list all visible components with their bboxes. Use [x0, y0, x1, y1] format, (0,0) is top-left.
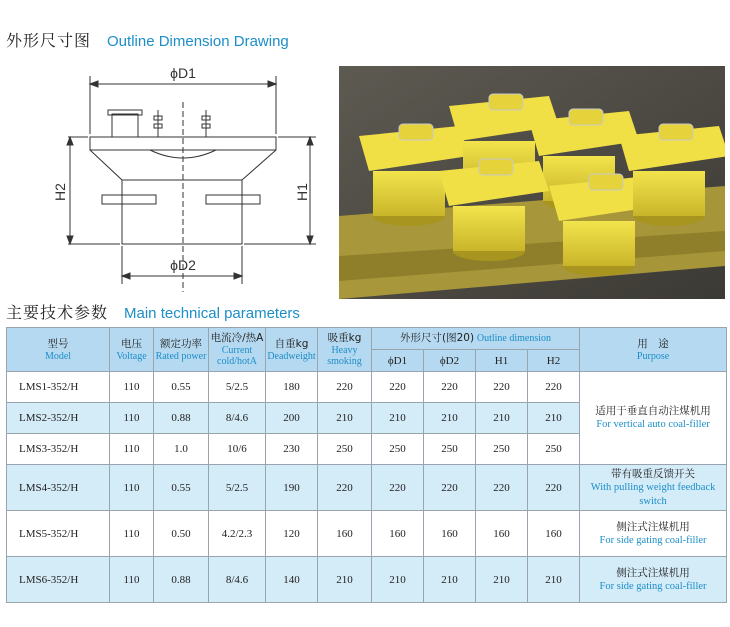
technical-parameters-title-en: Main technical parameters — [124, 305, 300, 322]
purpose-side-gating-1: 侧注式注煤机用 For side gating coal-filler — [580, 511, 727, 557]
technical-parameters-title-cn: 主要技术参数 — [6, 303, 109, 322]
outline-drawing-heading — [6, 28, 289, 51]
table-row: LMS4-352/H 110 0.55 5/2.5 190 220 220 220 220 220 带有吸重反馈开关 With pulling weight feedback switch — [7, 465, 727, 511]
purpose-side-gating-2: 侧注式注煤机用 For side gating coal-filler — [580, 557, 727, 603]
technical-parameters-heading — [6, 300, 300, 323]
header-voltage: 电压 Voltage — [110, 328, 154, 372]
table-row: LMS2-352/H 110 0.88 8/4.6 200 210 210 210 210 210 — [7, 403, 727, 434]
header-deadweight: 自重kg Deadweight — [266, 328, 318, 372]
table-row: LMS6-352/H 110 0.88 8/4.6 140 210 210 210 210 210 侧注式注煤机用 For side gating coal-filler — [7, 557, 727, 603]
header-current: 电流冷/热A Current cold/hotA — [209, 328, 266, 372]
table-row: LMS5-352/H 110 0.50 4.2/2.3 120 160 160 160 160 160 侧注式注煤机用 For side gating coal-filler — [7, 511, 727, 557]
d2-label: ϕD2 — [170, 257, 196, 273]
table-row: LMS1-352/H 110 0.55 5/2.5 180 220 220 220 220 220 适用于垂直自动注煤机用 For vertical auto coal-filler — [7, 372, 727, 403]
table-row: LMS3-352/H 110 1.0 10/6 230 250 250 250 250 250 — [7, 434, 727, 465]
d1-label: ϕD1 — [170, 65, 196, 81]
header-h2: H2 — [528, 350, 580, 372]
outline-drawing-title-en: Outline Dimension Drawing — [107, 33, 289, 50]
purpose-vertical-auto: 适用于垂直自动注煤机用 For vertical auto coal-filler — [580, 372, 727, 465]
outline-dimension-drawing — [40, 62, 330, 292]
h1-label: H1 — [294, 183, 310, 201]
product-photo — [339, 66, 725, 299]
header-heavy-smoking: 吸重kg Heavy smoking — [318, 328, 372, 372]
header-outline-dimension: 外形尺寸(图20) Outline dimension — [372, 328, 580, 350]
header-purpose: 用 途 Purpose — [580, 328, 727, 372]
header-rated-power: 额定功率 Rated power — [154, 328, 209, 372]
header-d1: ϕD1 — [372, 350, 424, 372]
purpose-weight-feedback: 带有吸重反馈开关 With pulling weight feedback switch — [580, 465, 727, 511]
header-model: 型号 Model — [7, 328, 110, 372]
header-d2: ϕD2 — [424, 350, 476, 372]
h2-label: H2 — [52, 183, 68, 201]
technical-parameters-table — [6, 327, 727, 603]
outline-drawing-title-cn: 外形尺寸图 — [6, 31, 92, 50]
header-h1: H1 — [476, 350, 528, 372]
